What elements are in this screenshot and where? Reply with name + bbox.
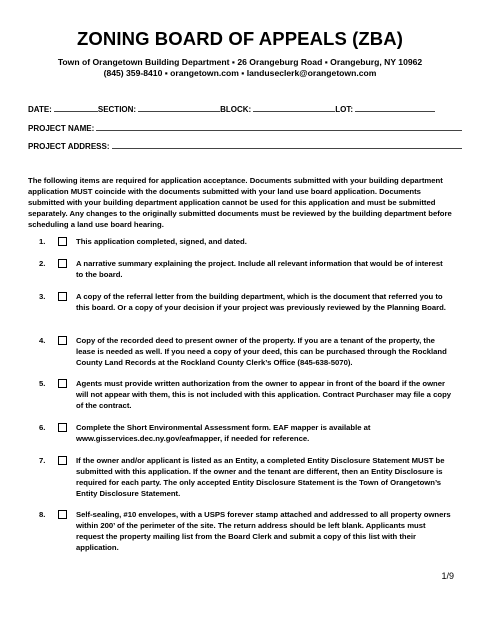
project-address-field[interactable]	[112, 140, 462, 149]
lot-field[interactable]	[355, 103, 435, 112]
project-address-label: PROJECT ADDRESS:	[28, 142, 110, 151]
requirement-checkbox[interactable]	[58, 379, 67, 388]
requirement-text: A copy of the referral letter from the building department, which is the document that referred you to this board. Or a copy of your decision if your project was previously reviewed by the Planning Board.	[76, 292, 446, 312]
requirement-text: Copy of the recorded deed to present owner of the property. If you are a tenant of the property, the lease is needed as well. If you need a copy of your deed, this can be purchased through the Rockland County Land Records at the Rockland County Clerk’s Office (845-638-5070).	[76, 336, 447, 367]
block-label: BLOCK:	[220, 105, 252, 114]
page-title: ZONING BOARD OF APPEALS (ZBA)	[77, 28, 403, 49]
requirement-checkbox[interactable]	[58, 423, 67, 432]
contact-phone-web-line: (845) 359-8410 ▪ orangetown.com ▪ landuseclerk@orangetown.com	[103, 68, 377, 78]
requirement-checkbox[interactable]	[58, 259, 67, 268]
requirement-number: 7.	[39, 456, 46, 465]
requirement-checkbox[interactable]	[58, 292, 67, 301]
requirement-checkbox[interactable]	[58, 336, 67, 345]
requirement-number: 8.	[39, 510, 46, 519]
requirement-text: Self-sealing, #10 envelopes, with a USPS forever stamp attached and addressed to all property owners within 200’ of the perimeter of the site. The return address should be left blank. Applicants must request the property mailing list from the Board Clerk and submit a copy of this list with their application.	[76, 510, 451, 552]
page-number: 1/9	[441, 571, 454, 581]
requirement-checkbox[interactable]	[58, 510, 67, 519]
requirement-number: 2.	[39, 259, 46, 268]
requirement-number: 6.	[39, 423, 46, 432]
block-field[interactable]	[253, 103, 335, 112]
requirement-text: A narrative summary explaining the project. Include all relevant information that would be of interest to the board.	[76, 259, 443, 279]
date-field[interactable]	[54, 103, 98, 112]
date-label: DATE:	[28, 105, 52, 114]
requirement-number: 3.	[39, 292, 46, 301]
project-name-label: PROJECT NAME:	[28, 124, 95, 133]
date-section-block-lot-row	[28, 103, 435, 114]
requirement-text: Complete the Short Environmental Assessment form. EAF mapper is available at www.gisservices.dec.ny.gov/eafmapper, if needed for reference.	[76, 423, 371, 443]
requirement-number: 5.	[39, 379, 46, 388]
requirement-text: This application completed, signed, and dated.	[76, 237, 247, 246]
requirement-number: 1.	[39, 237, 46, 246]
project-name-field[interactable]	[96, 122, 462, 131]
requirement-number: 4.	[39, 336, 46, 345]
intro-paragraph: The following items are required for application acceptance. Documents submitted with your building department application MUST coincide with the documents submitted with your land use board application. Documents submitted with your building department application cannot be used for this application and must be submitted separately. Any changes to the originally submitted documents must be reviewed by the building department before scheduling a land use board hearing.	[28, 176, 452, 229]
requirement-text: If the owner and/or applicant is listed as an Entity, a completed Entity Disclosure Statement MUST be submitted with this application. If the owner and the tenant are different, then an Entity Disclosure is required for each party. The only accepted Entity Disclosure Statement is the Town of Orangetown’s Entity Disclosure Statement.	[76, 456, 445, 498]
lot-label: LOT:	[335, 105, 353, 114]
project-name-row	[28, 122, 462, 133]
requirement-checkbox[interactable]	[58, 456, 67, 465]
contact-address-line: Town of Orangetown Building Department ▪ 26 Orangeburg Road ▪ Orangeburg, NY 10962	[57, 57, 423, 67]
section-field[interactable]	[138, 103, 220, 112]
section-label: SECTION:	[97, 105, 137, 114]
requirement-text: Agents must provide written authorization from the owner to appear in front of the board if the owner will not appear with them, this is not included with this application. Contract Purchaser may file a copy of the contract.	[76, 379, 452, 410]
project-address-row	[28, 140, 462, 151]
requirement-checkbox[interactable]	[58, 237, 67, 246]
